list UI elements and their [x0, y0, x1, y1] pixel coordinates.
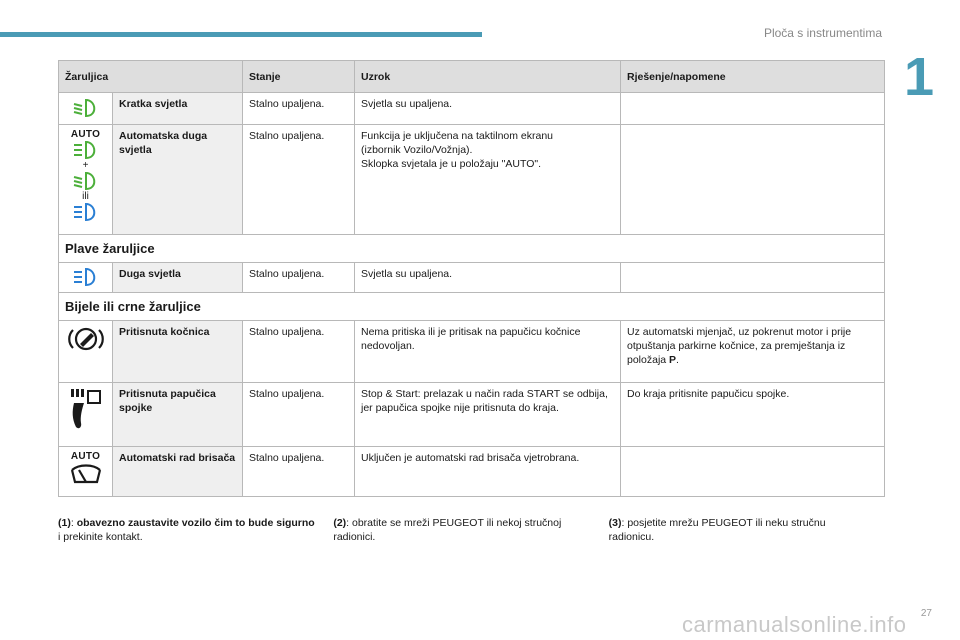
lamp-solution — [621, 447, 885, 497]
footnote-2-text: : obratite se mreži PEUGEOT ili nekoj stručnoj radionici. — [333, 517, 562, 543]
high-beam-icon — [71, 202, 101, 222]
lamp-cause — [355, 125, 621, 235]
lamp-cause: Svjetla su upaljena. — [355, 93, 621, 125]
column-header-cause: Uzrok — [355, 61, 621, 93]
table-row — [59, 447, 885, 497]
chapter-number: 1 — [903, 47, 934, 107]
lamp-solution — [621, 321, 885, 383]
page-number: 27 — [920, 608, 932, 619]
column-header-solution: Rješenje/napomene — [621, 61, 885, 93]
column-header-state: Stanje — [243, 61, 355, 93]
column-header-lamp: Žaruljica — [59, 61, 243, 93]
lamp-name: Pritisnuta papučica spojke — [113, 383, 243, 447]
footnote-3-text: : posjetite mrežu PEUGEOT ili neku stručnu radionicu. — [608, 517, 826, 543]
table-row — [59, 125, 885, 235]
lamp-state: Stalno upaljena. — [243, 321, 355, 383]
cause-line: Funkcija je uključena na taktilnom ekranu — [361, 130, 554, 142]
table-row — [59, 321, 885, 383]
lamp-solution — [621, 263, 885, 293]
cause-line: Sklopka svjetala je u položaju "AUTO". — [361, 158, 542, 170]
footnote-2-number: (2) — [333, 517, 347, 529]
header-accent-bar — [0, 32, 482, 37]
section-row — [59, 293, 885, 321]
lamp-state: Stalno upaljena. — [243, 263, 355, 293]
lamp-icon-cell — [59, 447, 113, 497]
section-row — [59, 235, 885, 263]
lamp-solution — [621, 93, 885, 125]
cause-line: (izbornik Vozilo/Vožnja). — [361, 144, 473, 156]
footnote-1-sep: : — [70, 517, 77, 529]
gear-position: P — [669, 354, 677, 366]
footnotes — [58, 516, 884, 544]
auto-label: AUTO — [70, 129, 101, 140]
footnote-1-number: (1) — [58, 517, 71, 529]
footnote-3-number: (3) — [608, 517, 622, 529]
lamp-name: Pritisnuta kočnica — [113, 321, 243, 383]
lamp-solution — [621, 125, 885, 235]
high-beam-icon — [71, 267, 101, 287]
auto-label: AUTO — [70, 451, 101, 462]
brake-pedal-icon — [67, 325, 105, 353]
footnote-1 — [58, 516, 333, 544]
warning-lamps-table — [58, 60, 885, 497]
lamp-state: Stalno upaljena. — [243, 383, 355, 447]
lamp-state: Stalno upaljena. — [243, 447, 355, 497]
auto-high-beam-icon — [71, 140, 101, 160]
low-beam-icon — [71, 171, 101, 191]
section-title-blue: Plave žaruljice — [59, 235, 885, 263]
chapter-title: Ploča s instrumentima — [763, 26, 882, 40]
wiper-icon — [69, 462, 103, 484]
watermark: carmanualsonline.info — [682, 612, 907, 637]
lamp-icon-cell — [59, 93, 113, 125]
lamp-name: Automatska duga svjetla — [113, 125, 243, 235]
lamp-cause: Uključen je automatski rad brisača vjetrobrana. — [355, 447, 621, 497]
section-title-white: Bijele ili crne žaruljice — [59, 293, 885, 321]
lamp-icon-cell — [59, 125, 113, 235]
lamp-name: Kratka svjetla — [113, 93, 243, 125]
plus-sign: + — [82, 160, 89, 171]
lamp-icon-cell — [59, 263, 113, 293]
low-beam-icon — [71, 97, 101, 119]
lamp-state: Stalno upaljena. — [243, 93, 355, 125]
solution-text: Uz automatski mjenjač, uz pokrenut motor i prije otpuštanja parkirne kočnice, za premještanja iz položaja — [627, 326, 852, 366]
table-row — [59, 263, 885, 293]
clutch-pedal-icon — [68, 387, 104, 431]
lamp-cause: Stop & Start: prelazak u način rada START se odbija, jer papučica spojke nije pritisnuta do kraja. — [355, 383, 621, 447]
table-row — [59, 93, 885, 125]
lamp-icon-cell — [59, 383, 113, 447]
solution-end: . — [676, 354, 679, 366]
footnote-3 — [609, 516, 884, 544]
lamp-name: Automatski rad brisača — [113, 447, 243, 497]
lamp-solution: Do kraja pritisnite papučicu spojke. — [621, 383, 885, 447]
footnote-2 — [333, 516, 608, 544]
lamp-cause: Svjetla su upaljena. — [355, 263, 621, 293]
lamp-name: Duga svjetla — [113, 263, 243, 293]
footnote-1-text: i prekinite kontakt. — [58, 531, 143, 543]
or-label: ili — [82, 191, 89, 202]
footnote-1-bold: obavezno zaustavite vozilo čim to bude sigurno — [76, 517, 315, 529]
lamp-cause: Nema pritiska ili je pritisak na papučicu kočnice nedovoljan. — [355, 321, 621, 383]
lamp-state: Stalno upaljena. — [243, 125, 355, 235]
table-header-row — [59, 61, 885, 93]
lamp-icon-cell — [59, 321, 113, 383]
table-row — [59, 383, 885, 447]
